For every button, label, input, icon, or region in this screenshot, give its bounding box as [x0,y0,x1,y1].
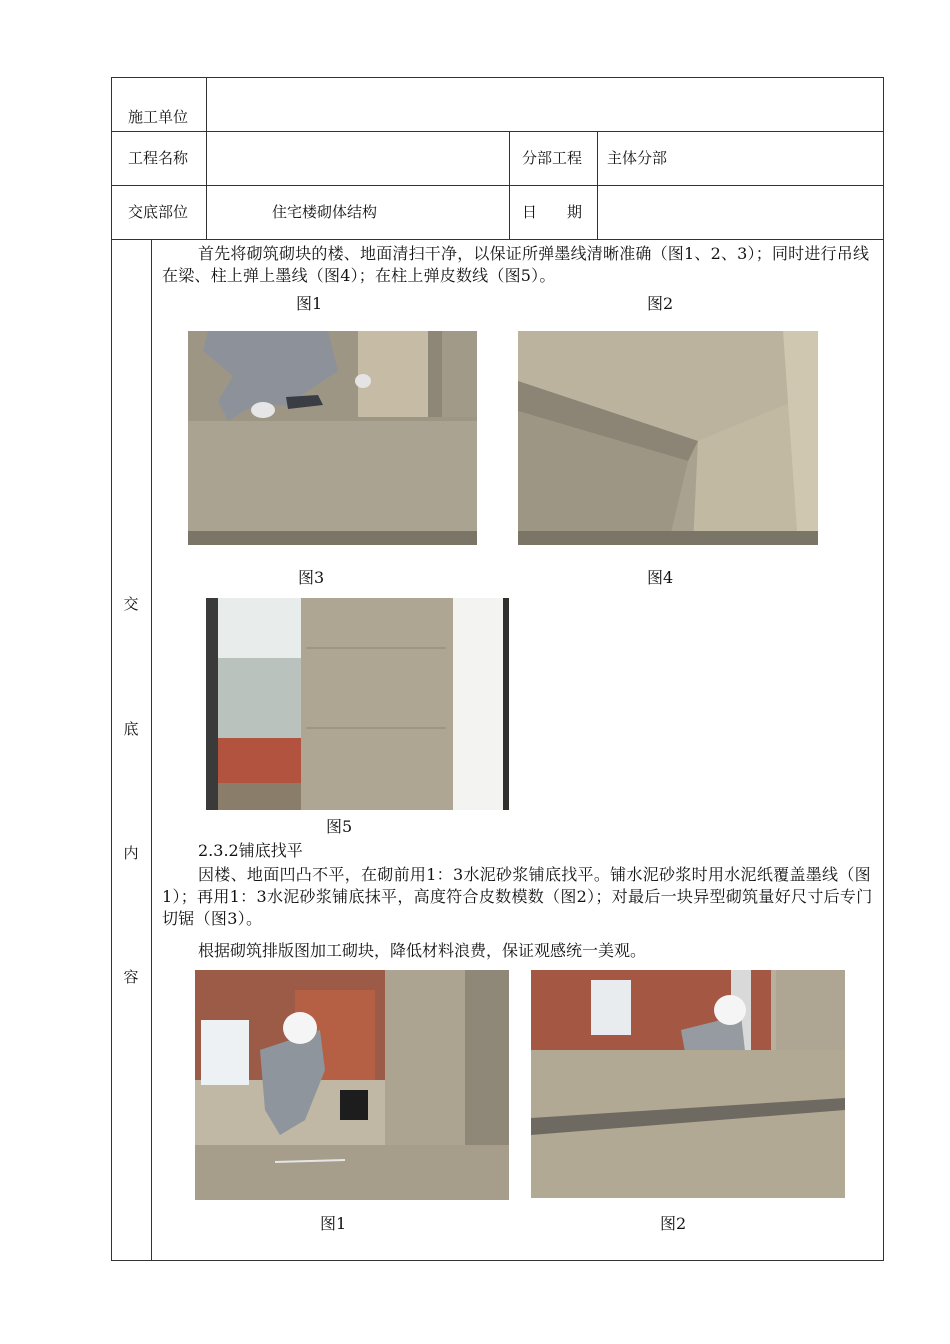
table-border-left [111,77,112,1261]
worker-marking-floor-photo [188,331,477,545]
worker-leveling-mortar-photo [531,970,845,1198]
side-label-char-1: 交 [123,595,139,613]
project-label: 工程名称 [128,149,189,167]
worker-covering-line-photo [195,970,509,1200]
column-skin-number-line-photo [206,598,509,810]
side-label-char-4: 容 [123,968,139,986]
table-border-right [883,77,884,1261]
unit-label: 施工单位 [128,108,189,126]
mid-column-divider-1 [509,131,510,239]
caption-fig5: 图5 [326,817,353,836]
leveling-paragraph: 因楼、地面凹凸不平，在砌前用1：3水泥砂浆铺底找平。铺水泥砂浆时用水泥纸覆盖墨线（图1）；再用1：3水泥砂浆铺底抹平，高度符合皮数模数（图2）；对最后一块异型砌筑量好尺寸后专门切锯（图3）。 [162,865,873,928]
side-label-char-3: 内 [123,844,139,862]
section-title: 2.3.2铺底找平 [198,841,303,860]
label-column-divider [206,77,207,239]
sub-project-label: 分部工程 [522,149,583,167]
row-divider-1 [111,131,884,132]
part-value: 住宅楼砌体结构 [272,203,378,221]
row-divider-2 [111,185,884,186]
sub-project-value: 主体分部 [607,149,668,167]
mid-column-divider-2 [597,131,598,239]
caption-fig3: 图3 [298,568,325,587]
caption-fig1-top: 图1 [296,294,323,313]
caption-fig2-bottom: 图2 [660,1214,687,1233]
side-label-divider [151,239,152,1261]
date-label: 日 期 [522,203,583,221]
caption-fig4: 图4 [647,568,674,587]
caption-fig2-top: 图2 [647,294,674,313]
cutting-paragraph: 根据砌筑排版图加工砌块，降低材料浪费，保证观感统一美观。 [198,941,647,960]
row-divider-3 [111,239,884,240]
caption-fig1-bottom: 图1 [320,1214,347,1233]
table-border-bottom [111,1260,884,1261]
intro-paragraph: 首先将砌筑砌块的楼、地面清扫干净，以保证所弹墨线清晰准确（图1、2、3）；同时进行吊线在梁、柱上弹上墨线（图4）；在柱上弹皮数线（图5）。 [162,244,870,285]
table-border-top [111,77,884,78]
beam-column-photo [518,331,818,545]
side-label-char-2: 底 [123,720,139,738]
part-label: 交底部位 [128,203,189,221]
